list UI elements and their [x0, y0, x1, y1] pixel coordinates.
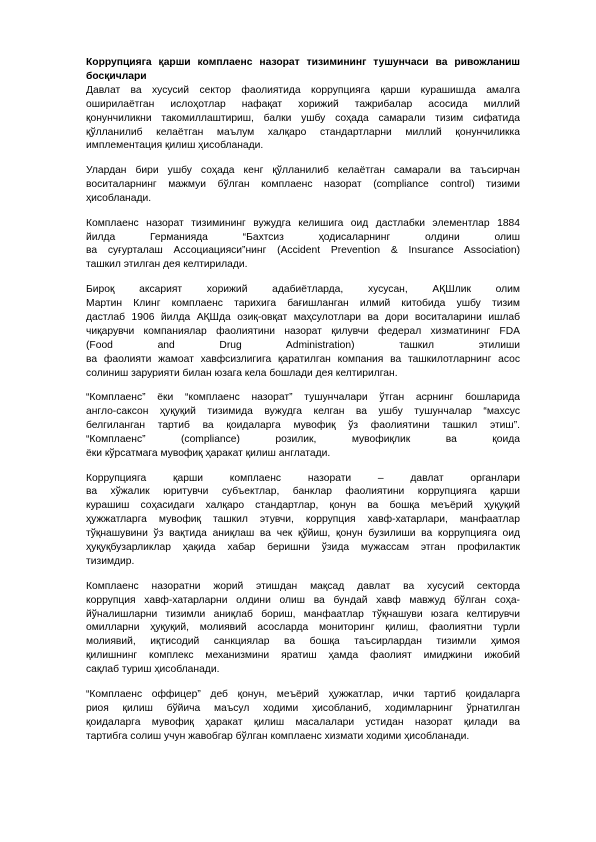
paragraph — [86, 84, 520, 154]
paragraph-line: Комплаенс назоратни жорий этишдан мақсад давлат ва хусусий секторда — [86, 580, 520, 592]
paragraph — [86, 472, 520, 569]
paragraph-line: Комплаенс назорат тизимининг вужудга келишига оид дастлабки элементлар 1884 — [86, 217, 520, 229]
paragraph-line: ва суғурталаш Ассоциацияси”нинг (Accident Prevention & Insurance Association) — [86, 245, 520, 257]
paragraph-line: “Комплаенс оффицер” деб қонун, меъёрий ҳужжатлар, ички тартиб қоидаларга — [86, 688, 520, 700]
document-title: Коррупцияга қарши комплаенс назорат тизимининг тушунчаси ва ривожланиш босқичлари — [86, 57, 520, 82]
paragraph-line: ва хўжалик юритувчи субъектлар, банклар фаолиятини коррупцияга қарши — [86, 486, 520, 498]
paragraph-line: қоидаларга мувофиқ ҳаракат қилиш масалалари устидан назорат қилади ва — [86, 716, 520, 728]
paragraph-line: қонунчиликни такомиллаштириш, балки ушбу соҳада самарали тизим сифатида — [86, 112, 520, 124]
paragraph-line: ёки кўрсатмага мувофиқ ҳаракат қилиш англатади. — [86, 447, 331, 459]
paragraph-line: “Комплаенс” (compliance) розилик, мувофиқлик ва қоида — [86, 433, 520, 445]
paragraph-line: курашиш соҳасидаги халқаро стандартлар, қонун ва бошқа меъёрий ҳуқуқий — [86, 500, 520, 512]
paragraph-line: Бироқ аксарият хорижий адабиётларда, хусусан, АҚШлик олим — [86, 284, 520, 296]
paragraph-line: (Food and Drug Administration) ташкил этилиши — [86, 339, 520, 351]
paragraph — [86, 217, 520, 273]
paragraph — [86, 391, 520, 461]
paragraph-line: ҳуқуқбузарликлар ҳақида хабар беришни ўзида мужассам этган профилактик — [86, 542, 520, 554]
paragraph-line: воситаларнинг мажмуи бўлган комплаенс назорат (compliance control) тизими — [86, 179, 520, 191]
paragraph-line: англо-саксон ҳуқуқий тизимида вужудга келган ва ушбу тушунчалар “махсус — [86, 406, 520, 418]
paragraph-line: тизимдир. — [86, 555, 135, 567]
paragraph-line: омилларни ҳуқуқий, молиявий асосларда мониторинг қилиш, фаолиятни турли — [86, 622, 520, 634]
paragraph-line: риоя қилиш бўйича маъсул ходими ҳисобланиб, ходимларнинг ўрнатилган — [86, 702, 520, 714]
paragraph-line: ҳужжатларга мувофиқ ташкил этувчи, коррупция хавф-хатарлари, манфаатлар — [86, 514, 520, 526]
paragraph-line: белгиланган тартиб ва қоидаларга мувофиқ ўз фаолиятини ташкил этиш”. — [86, 420, 520, 432]
paragraph-line: Давлат ва хусусий сектор фаолиятида коррупцияга қарши курашишда амалга — [86, 84, 520, 96]
paragraph-line: ҳисобланади. — [86, 192, 152, 204]
paragraph-line: чиқарувчи компаниялар фаолиятини назорат қилувчи федерал хизматининг FDA — [86, 325, 520, 337]
paragraph — [86, 688, 520, 744]
paragraph-line: молиявий, иқтисодий санкциялар ва бошқа таъсирлардан тизимли ҳимоя — [86, 636, 520, 648]
paragraph — [86, 580, 520, 677]
document-body — [86, 56, 520, 754]
paragraph-line: сақлаб туриш ҳисобланади. — [86, 664, 220, 676]
paragraph-line: йўналишларни тизимли аниқлаб бориш, манфаатлар тўқнашуви юзага келтирувчи — [86, 608, 520, 620]
paragraph-line: Коррупцияга қарши комплаенс назорати – давлат органлари — [86, 472, 520, 484]
paragraph-line: имплементация қилиш ҳисобланади. — [86, 140, 264, 152]
paragraph-line: қилишнинг комплекс механизмини яратиш ҳамда фаолият имиджини ижобий — [86, 650, 520, 662]
paragraph — [86, 164, 520, 206]
paragraph-line: қўлланилиб келаётган маълум халқаро стандартларни миллий қонунчиликка — [86, 126, 520, 138]
paragraph-line: “Комплаенс” ёки “комплаенс назорат” тушунчалари ўтган асрнинг бошларида — [86, 392, 520, 404]
paragraph-line: ташкил этилган дея келтирилади. — [86, 259, 248, 271]
paragraph-line: дастлаб 1906 йилда АҚШда озиқ-овқат маҳсулотлари ва дори воситаларини ишлаб — [86, 311, 520, 323]
paragraph-line: йилда Германияда “Бахтсиз ҳодисаларнинг олдини олиш — [86, 231, 520, 243]
paragraph-list — [86, 84, 520, 744]
paragraph-line: коррупция хавф-хатарларни олдини олиш ва бундай хавф мавжуд бўлган соҳа- — [86, 594, 520, 606]
paragraph-line: тўқнашувини ўз вақтида аниқлаш ва чек қўйиш, қонун бузилиши ва коррупцияга оид — [86, 528, 520, 540]
paragraph-line: ва фаолияти жамоат хавфсизлигига қаратилган компания ва ташкилотларнинг асос — [86, 353, 520, 365]
paragraph-line: Улардан бири ушбу соҳада кенг қўлланилиб келаётган самарали ва таъсирчан — [86, 165, 520, 177]
paragraph-line: тартибга солиш учун жавобгар бўлган комплаенс хизмати ходими ҳисобланади. — [86, 730, 470, 742]
paragraph-line: солиниш зарурияти билан юзага кела бошлади дея келтирилган. — [86, 367, 398, 379]
paragraph-line: оширилаётган ислоҳотлар нафақат хорижий тажрибалар асосида миллий — [86, 98, 520, 110]
paragraph — [86, 283, 520, 380]
paragraph-line: Мартин Клинг комплаенс тарихига бағишланган илмий китобида ушбу тизим — [86, 297, 520, 309]
